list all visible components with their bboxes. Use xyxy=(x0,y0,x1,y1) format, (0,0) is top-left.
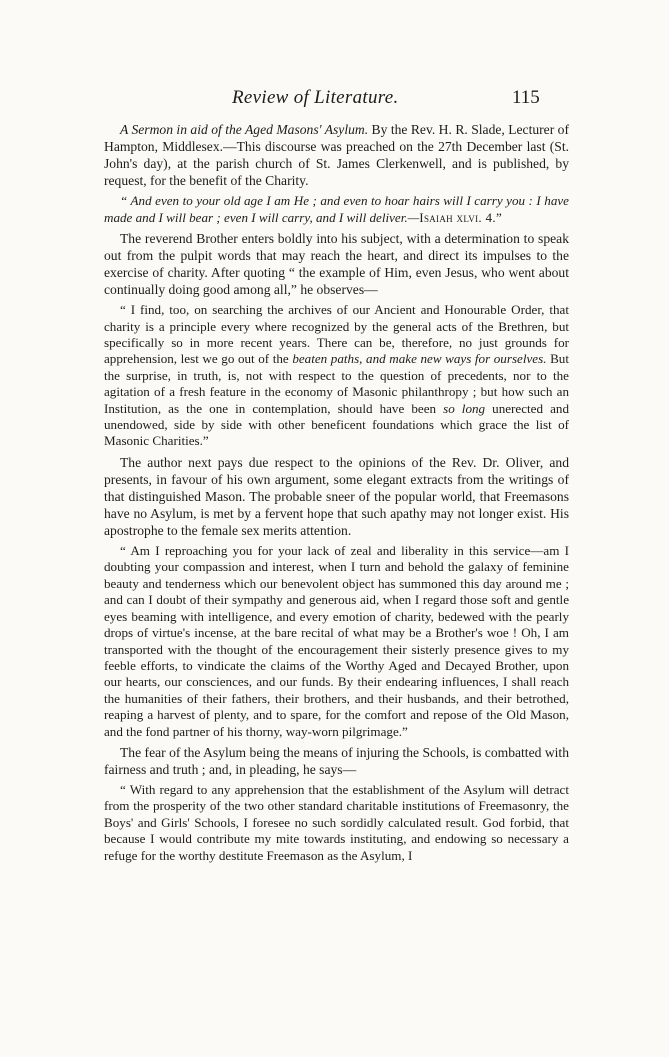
paragraph-1: The reverend Brother enters boldly into his subject, with a determination to speak out from the pulpit words that may reach the heart, and direct its impulses to the exercise of charity. After quoting “ the example of Him, even Jesus, who went about continually doing good among all,” he observes— xyxy=(104,231,569,298)
epigraph-text: “ And even to your old age I am He ; and even to hoar hairs will I carry you : I have made and I will bear ; even I will carry, and I will deliver.— xyxy=(104,193,569,225)
article-intro-text: By the Rev. H. R. Slade, Lecturer of Hampton, Middlesex.—This discourse was preached on the 27th December last (St. John's day), at the parish church of St. James Clerkenwell, and is published, by request, for the benefit of the Charity. xyxy=(104,122,569,189)
page-header xyxy=(0,87,669,111)
running-title: Review of Literature. xyxy=(232,87,399,108)
epigraph-reference: Isaiah xlvi. 4.” xyxy=(419,209,503,225)
page-number: 115 xyxy=(512,87,540,108)
article-title: A Sermon in aid of the Aged Masons' Asylum. xyxy=(120,122,369,137)
quotation-2: “ Am I reproaching you for your lack of zeal and liberality in this service—am I doubting your compassion and interest, when I turn and behold the galaxy of feminine beauty and tenderness which our benevolent object has summoned this day around me ; and can I doubt of their sympathy and generous aid, when I regard those soft and gentle eyes beaming with intelligence, and every emotion of charity, bedewed with the pearly drops of virtue's incense, at the bare recital of what may be a Brother's woe ! Oh, I am transported with the thought of the encouragement their sisterly presence gives to my feeble efforts, to vindicate the claims of the Worthy Aged and Decayed Brother, upon our hearts, our consciences, and our funds. By their endearing influences, I shall reach the humanities of their fathers, their brothers, and their husbands, and their betrothed, reaping a harvest of plenty, and to spare, for the comfort and repose of the Old Mason, and the fond partner of his thorny, way-worn pilgrimage.” xyxy=(104,543,569,739)
article-body xyxy=(104,121,569,864)
epigraph xyxy=(104,193,569,226)
quotation-1-part-a: “ I find, too, on searching the archives of our Ancient and Honourable Order, that charity is a principle every where recognized by the general acts of the Brethren, but specifically so in more recent years. There can be, therefore, no just grounds for apprehension, lest we go out of the xyxy=(104,302,569,367)
quotation-1-part-b: But the surprise, in truth, is, not with respect to the question of precedents, nor to the agitation of a fresh feature in the economy of Masonic philanthropy ; but how such an Institution, as the one in contemplation, should have been xyxy=(104,351,569,416)
quotation-1 xyxy=(104,302,569,450)
paragraph-3: The fear of the Asylum being the means of injuring the Schools, is combatted with fairness and truth ; and, in pleading, he says— xyxy=(104,744,569,777)
quotation-3: “ With regard to any apprehension that the establishment of the Asylum will detract from the prosperity of the two other standard charitable institutions of Freemasonry, the Boys' and Girls' Schools, I foresee no such sordidly calculated result. God forbid, that because I would contribute my mite towards instituting, and endowing so necessary a refuge for the worthy destitute Freemason as the Asylum, I xyxy=(104,782,569,863)
article-intro xyxy=(104,121,569,189)
paragraph-2: The author next pays due respect to the opinions of the Rev. Dr. Oliver, and presents, in favour of his own argument, some elegant extracts from the writings of that distinguished Mason. The probable sneer of the popular world, that Freemasons have no Asylum, is met by a fervent hope that such apathy may not longer exist. His apostrophe to the female sex merits attention. xyxy=(104,454,569,539)
quotation-1-emphasis-1: beaten paths, and make new ways for ourselves. xyxy=(292,351,547,367)
quotation-1-part-c: unerected and unendowed, side by side with other beneficent foundations which grace the list of Masonic Charities.” xyxy=(104,400,569,449)
quotation-1-emphasis-2: so long xyxy=(443,400,486,416)
